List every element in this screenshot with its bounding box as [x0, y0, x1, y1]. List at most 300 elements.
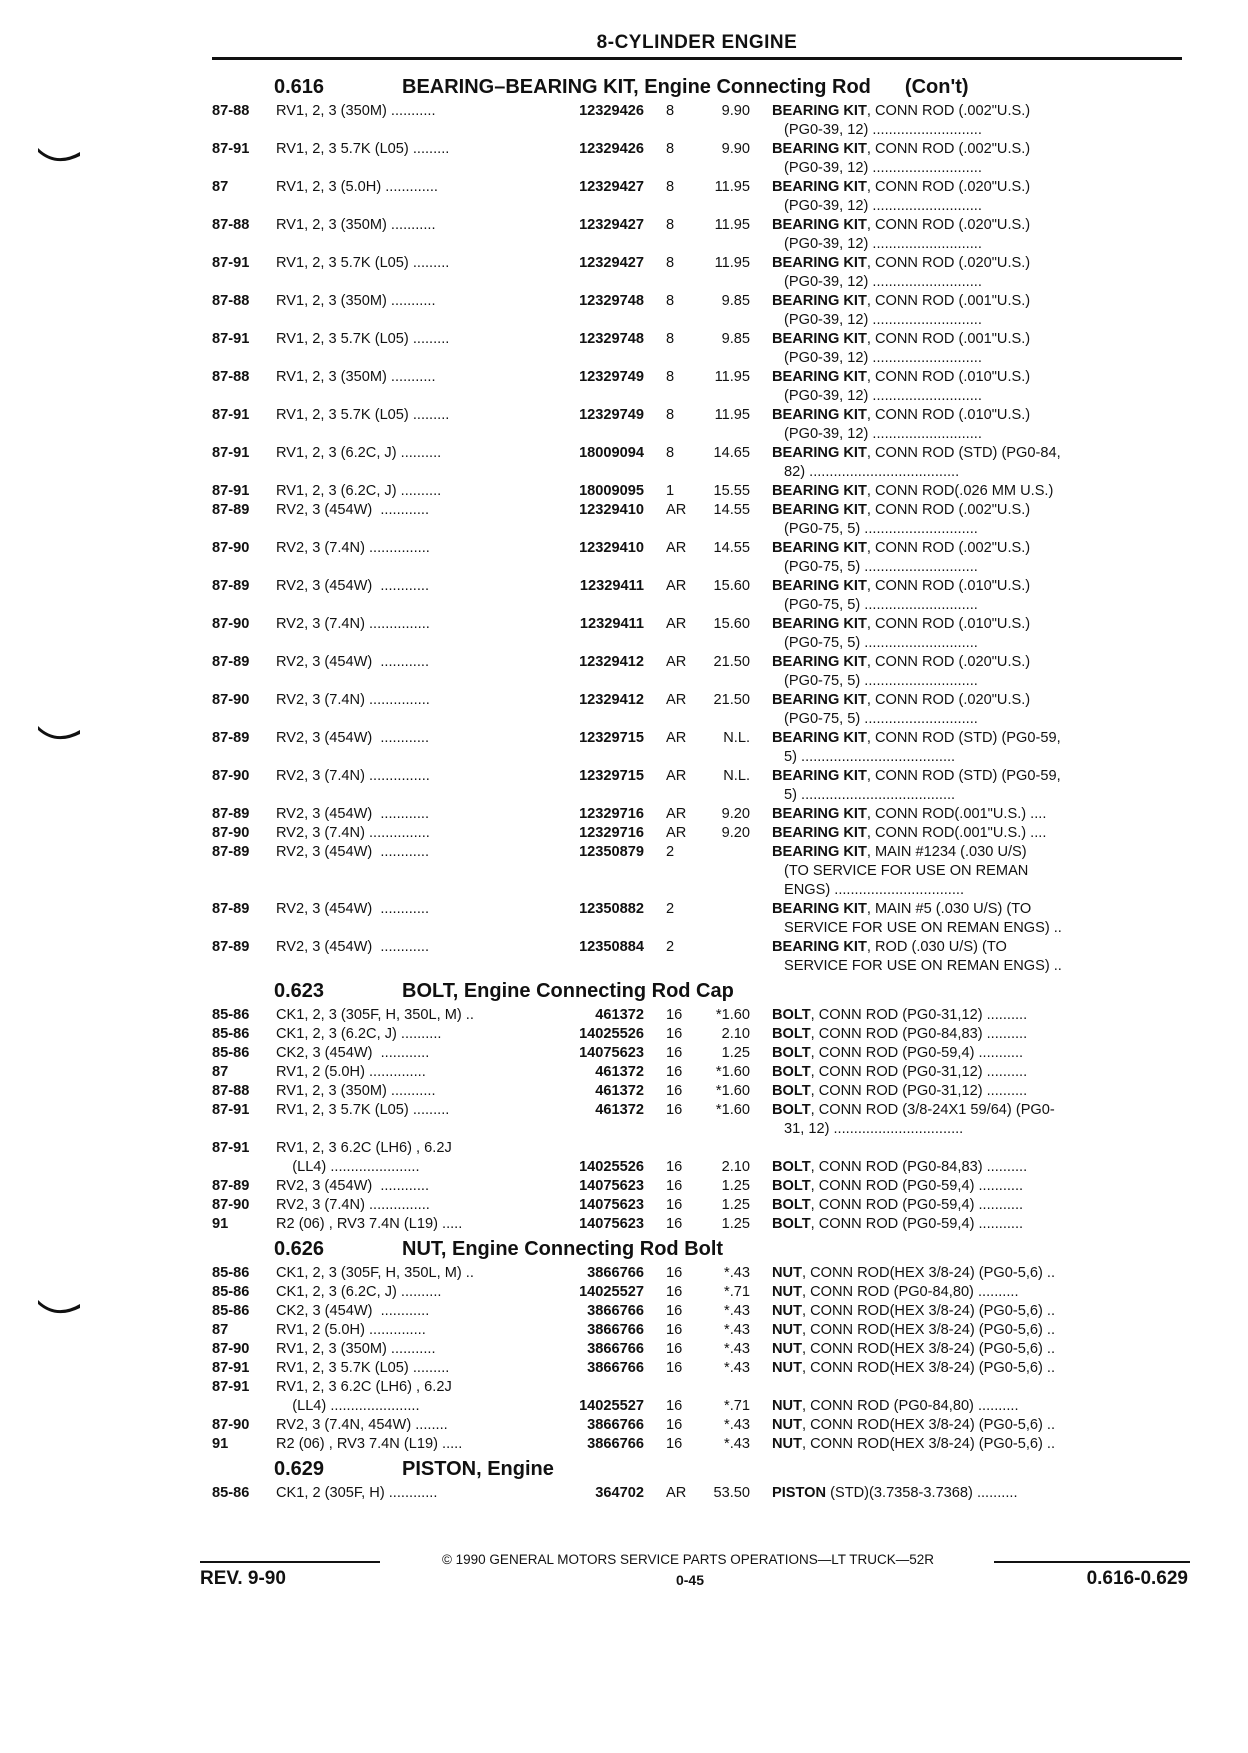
quantity: 8	[666, 141, 675, 157]
description-detail: , CONN ROD (.002"U.S.)	[866, 103, 1031, 119]
description-continuation: (PG0-75, 5) ............................	[784, 521, 978, 537]
vehicle-models: RV2, 3 (7.4N) ...............	[276, 616, 430, 632]
description-line	[772, 140, 1181, 159]
vehicle-models: CK2, 3 (454W) ............	[276, 1303, 430, 1319]
description-name: BEARING KIT	[772, 217, 867, 233]
parts-row	[212, 330, 1182, 368]
part-description	[772, 577, 1181, 615]
part-number: 12350884	[579, 939, 644, 955]
part-description	[772, 444, 1181, 482]
quantity: 16	[666, 1417, 683, 1433]
description-detail: , CONN ROD(HEX 3/8-24) (PG0-5,6) ..	[802, 1436, 1056, 1452]
part-description	[772, 539, 1181, 577]
model-years: 85-86	[212, 1026, 250, 1042]
part-number: 12329715	[579, 768, 644, 784]
part-number	[558, 1139, 656, 1158]
part-description	[772, 938, 1181, 976]
vehicle-models: RV1, 2 (5.0H) ..............	[276, 1064, 426, 1080]
model-years: 87-88	[212, 369, 250, 385]
parts-row	[212, 1264, 1182, 1283]
vehicle-models: RV1, 2, 3 (6.2C, J) ..........	[276, 483, 442, 499]
description-detail: , CONN ROD (.020"U.S.)	[866, 179, 1031, 195]
part-number: 14075623	[579, 1216, 644, 1232]
description-name: BOLT	[772, 1026, 811, 1042]
description-line	[772, 767, 1181, 786]
price: *.43	[724, 1303, 750, 1319]
description-line	[772, 1283, 1181, 1302]
description-detail: , MAIN #1234 (.030 U/S)	[866, 844, 1027, 860]
description-continuation: (PG0-75, 5) ............................	[784, 673, 978, 689]
model-years: 87-90	[212, 1341, 250, 1357]
description-name: BEARING KIT	[772, 730, 867, 746]
vehicle-models: RV2, 3 (7.4N) ...............	[276, 1197, 430, 1213]
part-number: 14075623	[579, 1178, 644, 1194]
description-detail: , CONN ROD (PG0-59,4) ...........	[810, 1216, 1024, 1232]
description-line	[772, 1082, 1181, 1101]
part-number: 3866766	[587, 1360, 644, 1376]
vehicle-models: RV2, 3 (7.4N) ...............	[276, 692, 430, 708]
part-description	[772, 254, 1181, 292]
quantity: AR	[666, 1485, 687, 1501]
description-detail: , CONN ROD (.020"U.S.)	[866, 654, 1031, 670]
part-description	[772, 1101, 1181, 1139]
part-number: 18009094	[579, 445, 644, 461]
vehicle-models: RV2, 3 (454W) ............	[276, 901, 430, 917]
part-description	[772, 615, 1181, 653]
part-number: 461372	[595, 1083, 644, 1099]
part-number: 12329411	[579, 578, 644, 594]
description-line	[772, 1264, 1181, 1283]
price: 9.20	[721, 825, 750, 841]
description-name: BOLT	[772, 1102, 811, 1118]
model-years: 87-91	[212, 445, 250, 461]
part-number: 14025527	[579, 1284, 644, 1300]
vehicle-models: RV1, 2, 3 5.7K (L05) .........	[276, 407, 450, 423]
quantity: 16	[666, 1360, 683, 1376]
vehicle-models: R2 (06) , RV3 7.4N (L19) .....	[276, 1436, 463, 1452]
description-name: BEARING KIT	[772, 369, 867, 385]
model-years: 87-89	[212, 502, 250, 518]
description-line	[772, 1416, 1181, 1435]
description-line	[772, 501, 1181, 520]
description-continuation: (PG0-39, 12) ...........................	[784, 312, 982, 328]
description-name: BEARING KIT	[772, 502, 867, 518]
footer-copyright: © 1990 GENERAL MOTORS SERVICE PARTS OPERATIONS—LT TRUCK—52R	[441, 1552, 935, 1567]
vehicle-models: RV1, 2, 3 (350M) ...........	[276, 1341, 436, 1357]
price: 11.95	[714, 255, 750, 271]
binder-hole-mark	[36, 144, 84, 166]
description-name: BEARING KIT	[772, 483, 867, 499]
vehicle-models: (LL4) ......................	[276, 1398, 420, 1414]
part-description	[772, 729, 1181, 767]
description-detail: , CONN ROD (PG0-59,4) ...........	[810, 1045, 1024, 1061]
vehicle-models: CK2, 3 (454W) ............	[276, 1045, 430, 1061]
model-years: 87-90	[212, 692, 250, 708]
price: 15.55	[713, 483, 750, 499]
quantity: 8	[666, 293, 675, 309]
quantity: 16	[666, 1159, 683, 1175]
description-detail: , CONN ROD (PG0-84,83) ..........	[810, 1159, 1028, 1175]
description-line	[772, 1101, 1181, 1120]
quantity: 8	[666, 255, 675, 271]
vehicle-models: RV1, 2, 3 5.7K (L05) .........	[276, 331, 450, 347]
price: *1.60	[715, 1083, 750, 1099]
section-code: 0.626	[274, 1238, 325, 1260]
vehicle-models: RV2, 3 (454W) ............	[276, 730, 430, 746]
parts-row	[212, 653, 1182, 691]
price: 9.20	[721, 806, 750, 822]
description-name: BEARING KIT	[772, 654, 867, 670]
part-description	[772, 1044, 1181, 1063]
part-number: 12329412	[579, 654, 644, 670]
description-name: BOLT	[772, 1216, 811, 1232]
description-continuation: (PG0-39, 12) ...........................	[784, 426, 982, 442]
part-description	[772, 1215, 1181, 1234]
description-name: BEARING KIT	[772, 445, 867, 461]
description-continuation: 31, 12) ................................	[784, 1121, 964, 1137]
description-line	[772, 1484, 1181, 1503]
part-number: 12329410	[579, 540, 644, 556]
description-continuation: SERVICE FOR USE ON REMAN ENGS) ..	[784, 958, 1062, 974]
price: *.43	[724, 1417, 750, 1433]
description-line	[772, 843, 1181, 862]
price: 21.50	[713, 654, 750, 670]
model-years: 87-91	[212, 407, 250, 423]
part-number: 3866766	[587, 1436, 644, 1452]
part-description	[772, 482, 1181, 501]
part-description	[772, 1264, 1181, 1283]
description-detail: , CONN ROD (PG0-84,80) ..........	[802, 1398, 1019, 1414]
section-title: BEARING–BEARING KIT, Engine Connecting Rod	[402, 76, 871, 98]
vehicle-models: (LL4) ......................	[276, 1159, 420, 1175]
price: 14.55	[713, 540, 750, 556]
price: N.L.	[723, 768, 750, 784]
model-years: 87	[212, 1322, 229, 1338]
quantity: 16	[666, 1398, 683, 1414]
description-line	[772, 1435, 1181, 1454]
parts-row	[212, 900, 1182, 938]
part-description	[772, 1025, 1181, 1044]
model-years: 87-89	[212, 939, 250, 955]
part-description	[772, 1484, 1181, 1503]
quantity	[656, 1378, 686, 1397]
description-detail: , CONN ROD (PG0-84,83) ..........	[810, 1026, 1028, 1042]
vehicle-models: CK1, 2, 3 (6.2C, J) ..........	[276, 1284, 442, 1300]
parts-row	[212, 729, 1182, 767]
price: 15.60	[713, 616, 750, 632]
model-years: 85-86	[212, 1265, 250, 1281]
quantity: 8	[666, 103, 675, 119]
description-detail: , CONN ROD(HEX 3/8-24) (PG0-5,6) ..	[802, 1360, 1056, 1376]
vehicle-models: RV2, 3 (454W) ............	[276, 654, 430, 670]
vehicle-models: RV1, 2, 3 (6.2C, J) ..........	[276, 445, 442, 461]
price: 2.10	[721, 1159, 750, 1175]
parts-row	[212, 767, 1182, 805]
part-number	[558, 1378, 656, 1397]
model-years: 85-86	[212, 1007, 250, 1023]
model-years: 87-89	[212, 901, 250, 917]
parts-row	[212, 1158, 1182, 1177]
model-years: 87-89	[212, 844, 250, 860]
price: 9.90	[721, 103, 750, 119]
model-years: 87-91	[212, 1102, 250, 1118]
parts-row	[212, 482, 1182, 501]
description-line	[772, 938, 1181, 957]
price: 9.90	[721, 141, 750, 157]
price: 1.25	[721, 1197, 750, 1213]
description-continuation: (TO SERVICE FOR USE ON REMAN	[784, 863, 1029, 879]
parts-row	[212, 805, 1182, 824]
quantity: 2	[666, 901, 675, 917]
parts-row	[212, 1340, 1182, 1359]
model-years: 85-86	[212, 1485, 250, 1501]
quantity: 16	[666, 1322, 683, 1338]
description-name: BOLT	[772, 1197, 811, 1213]
part-number: 12329716	[579, 825, 644, 841]
section-code: 0.623	[274, 980, 325, 1002]
part-description	[772, 368, 1181, 406]
description-detail: , CONN ROD (.010"U.S.)	[866, 616, 1031, 632]
description-name: BOLT	[772, 1007, 811, 1023]
part-number: 12350882	[579, 901, 644, 917]
model-years: 87-90	[212, 825, 250, 841]
description-continuation: (PG0-75, 5) ............................	[784, 597, 978, 613]
description-detail: (STD)(3.7358-3.7368) ..........	[826, 1485, 1018, 1501]
part-number: 14075623	[579, 1045, 644, 1061]
parts-row	[212, 501, 1182, 539]
description-line	[772, 900, 1181, 919]
description-detail: , CONN ROD (3/8-24X1 59/64) (PG0-	[810, 1102, 1055, 1118]
description-detail: , CONN ROD (PG0-59,4) ...........	[810, 1178, 1024, 1194]
part-number: 14075623	[579, 1197, 644, 1213]
description-name: NUT	[772, 1360, 802, 1376]
quantity: 16	[666, 1284, 683, 1300]
description-line	[772, 444, 1181, 463]
part-number: 12329410	[579, 502, 644, 518]
description-continuation: (PG0-39, 12) ...........................	[784, 122, 982, 138]
vehicle-models: RV1, 2, 3 (350M) ...........	[276, 103, 436, 119]
description-name: BEARING KIT	[772, 616, 867, 632]
description-name: BOLT	[772, 1178, 811, 1194]
description-detail: , CONN ROD(.001"U.S.) ....	[866, 806, 1047, 822]
quantity: 16	[666, 1026, 683, 1042]
description-name: BEARING KIT	[772, 141, 867, 157]
description-name: NUT	[772, 1341, 802, 1357]
parts-row	[212, 1082, 1182, 1101]
model-years: 87-89	[212, 654, 250, 670]
description-detail: , CONN ROD (STD) (PG0-59,	[866, 768, 1061, 784]
parts-row	[212, 843, 1182, 900]
quantity: AR	[666, 768, 687, 784]
quantity: 8	[666, 445, 675, 461]
description-name: BEARING KIT	[772, 692, 867, 708]
description-continuation: 5) ......................................	[784, 787, 956, 803]
part-description	[772, 1158, 1181, 1177]
model-years: 87-91	[212, 1360, 250, 1376]
quantity: 16	[666, 1197, 683, 1213]
part-number: 14025527	[579, 1398, 644, 1414]
quantity: 16	[666, 1064, 683, 1080]
price: 21.50	[713, 692, 750, 708]
parts-row	[212, 1139, 1182, 1158]
description-detail: , CONN ROD (.001"U.S.)	[866, 331, 1031, 347]
description-name: BEARING KIT	[772, 901, 867, 917]
description-detail: , CONN ROD (.001"U.S.)	[866, 293, 1031, 309]
section-heading	[212, 1234, 1182, 1264]
vehicle-models: CK1, 2, 3 (305F, H, 350L, M) ..	[276, 1265, 474, 1281]
price: *.71	[724, 1398, 750, 1414]
vehicle-models: RV1, 2, 3 5.7K (L05) .........	[276, 1360, 450, 1376]
quantity: AR	[666, 616, 687, 632]
description-detail: , CONN ROD (PG0-31,12) ..........	[810, 1007, 1028, 1023]
parts-row	[212, 178, 1182, 216]
description-line	[772, 330, 1181, 349]
parts-row	[212, 368, 1182, 406]
price	[686, 1139, 772, 1158]
quantity: 16	[666, 1178, 683, 1194]
description-detail: , CONN ROD(HEX 3/8-24) (PG0-5,6) ..	[802, 1303, 1056, 1319]
description-detail: , CONN ROD(HEX 3/8-24) (PG0-5,6) ..	[802, 1417, 1056, 1433]
description-name: NUT	[772, 1284, 802, 1300]
part-number: 12329427	[579, 179, 644, 195]
vehicle-models: RV2, 3 (454W) ............	[276, 844, 430, 860]
description-detail: , CONN ROD (.020"U.S.)	[866, 217, 1031, 233]
quantity: 16	[666, 1083, 683, 1099]
model-years: 91	[212, 1216, 229, 1232]
description-detail: , CONN ROD (.002"U.S.)	[866, 502, 1031, 518]
model-years: 87	[212, 1064, 229, 1080]
model-years: 85-86	[212, 1045, 250, 1061]
parts-row	[212, 1006, 1182, 1025]
quantity: 16	[666, 1265, 683, 1281]
price: *1.60	[715, 1102, 750, 1118]
model-years: 87-89	[212, 1178, 250, 1194]
part-description	[772, 178, 1181, 216]
price	[686, 1378, 772, 1397]
quantity: 2	[666, 939, 675, 955]
vehicle-models: RV2, 3 (454W) ............	[276, 578, 430, 594]
description-detail: , CONN ROD (.010"U.S.)	[866, 407, 1031, 423]
page-header: 8-CYLINDER ENGINE	[596, 32, 798, 53]
description-line	[772, 1177, 1181, 1196]
part-number: 12329427	[579, 217, 644, 233]
description-detail: , CONN ROD (.002"U.S.)	[866, 540, 1031, 556]
model-years: 87-88	[212, 293, 250, 309]
price: 2.10	[721, 1026, 750, 1042]
price: 11.95	[714, 369, 750, 385]
part-number: 3866766	[587, 1265, 644, 1281]
description-continuation: (PG0-39, 12) ...........................	[784, 388, 982, 404]
part-description	[772, 1340, 1181, 1359]
footer-rule	[200, 1561, 380, 1563]
description-name: BEARING KIT	[772, 825, 867, 841]
parts-row	[212, 1177, 1182, 1196]
model-years: 87-91	[212, 1140, 250, 1156]
price: 9.85	[721, 293, 750, 309]
description-name: BEARING KIT	[772, 578, 867, 594]
part-description	[772, 1006, 1181, 1025]
description-name: BOLT	[772, 1045, 811, 1061]
part-number: 12329411	[579, 616, 644, 632]
parts-row	[212, 1416, 1182, 1435]
quantity: 16	[666, 1007, 683, 1023]
vehicle-models: CK1, 2 (305F, H) ............	[276, 1485, 438, 1501]
description-line	[772, 368, 1181, 387]
part-number: 12329715	[579, 730, 644, 746]
parts-row	[212, 539, 1182, 577]
parts-row	[212, 1321, 1182, 1340]
description-name: BEARING KIT	[772, 103, 867, 119]
section-heading	[212, 976, 1182, 1006]
quantity: AR	[666, 578, 687, 594]
price: 15.60	[713, 578, 750, 594]
section-code: 0.629	[274, 1458, 325, 1480]
description-line	[772, 615, 1181, 634]
description-detail: , CONN ROD(HEX 3/8-24) (PG0-5,6) ..	[802, 1265, 1056, 1281]
model-years: 87-90	[212, 616, 250, 632]
part-description	[772, 1397, 1181, 1416]
part-description	[772, 216, 1181, 254]
quantity	[656, 1139, 686, 1158]
description-name: BEARING KIT	[772, 939, 867, 955]
quantity: 8	[666, 217, 675, 233]
vehicle-models: CK1, 2, 3 (6.2C, J) ..........	[276, 1026, 442, 1042]
quantity: AR	[666, 502, 687, 518]
footer-page-number: 0-45	[675, 1572, 705, 1588]
description-name: BEARING KIT	[772, 179, 867, 195]
part-description	[772, 653, 1181, 691]
quantity: AR	[666, 654, 687, 670]
price: 1.25	[721, 1045, 750, 1061]
parts-row	[212, 824, 1182, 843]
description-line	[772, 1340, 1181, 1359]
price: 9.85	[721, 331, 750, 347]
description-line	[772, 1397, 1181, 1416]
description-name: NUT	[772, 1322, 802, 1338]
model-years: 87	[212, 179, 229, 195]
description-name: BEARING KIT	[772, 768, 867, 784]
part-description	[772, 1302, 1181, 1321]
quantity: 16	[666, 1303, 683, 1319]
model-years: 91	[212, 1436, 229, 1452]
vehicle-models: RV1, 2, 3 5.7K (L05) .........	[276, 1102, 450, 1118]
part-description	[772, 330, 1181, 368]
description-line	[772, 102, 1181, 121]
part-number: 12329716	[579, 806, 644, 822]
part-description	[772, 1082, 1181, 1101]
model-years: 87-90	[212, 1417, 250, 1433]
price: 11.95	[714, 179, 750, 195]
parts-row	[212, 1283, 1182, 1302]
parts-row	[212, 615, 1182, 653]
model-years: 87-91	[212, 331, 250, 347]
description-continuation: 5) ......................................	[784, 749, 956, 765]
vehicle-models: RV2, 3 (7.4N, 454W) ........	[276, 1417, 448, 1433]
description-continuation: (PG0-75, 5) ............................	[784, 711, 978, 727]
description-line	[772, 729, 1181, 748]
parts-row	[212, 254, 1182, 292]
part-description	[772, 406, 1181, 444]
parts-row	[212, 102, 1182, 140]
model-years: 87-89	[212, 578, 250, 594]
part-description	[772, 501, 1181, 539]
description-line	[772, 1359, 1181, 1378]
price: *.71	[724, 1284, 750, 1300]
description-line	[772, 1215, 1181, 1234]
parts-row	[212, 1302, 1182, 1321]
description-detail: , CONN ROD(HEX 3/8-24) (PG0-5,6) ..	[802, 1341, 1056, 1357]
parts-row	[212, 1044, 1182, 1063]
